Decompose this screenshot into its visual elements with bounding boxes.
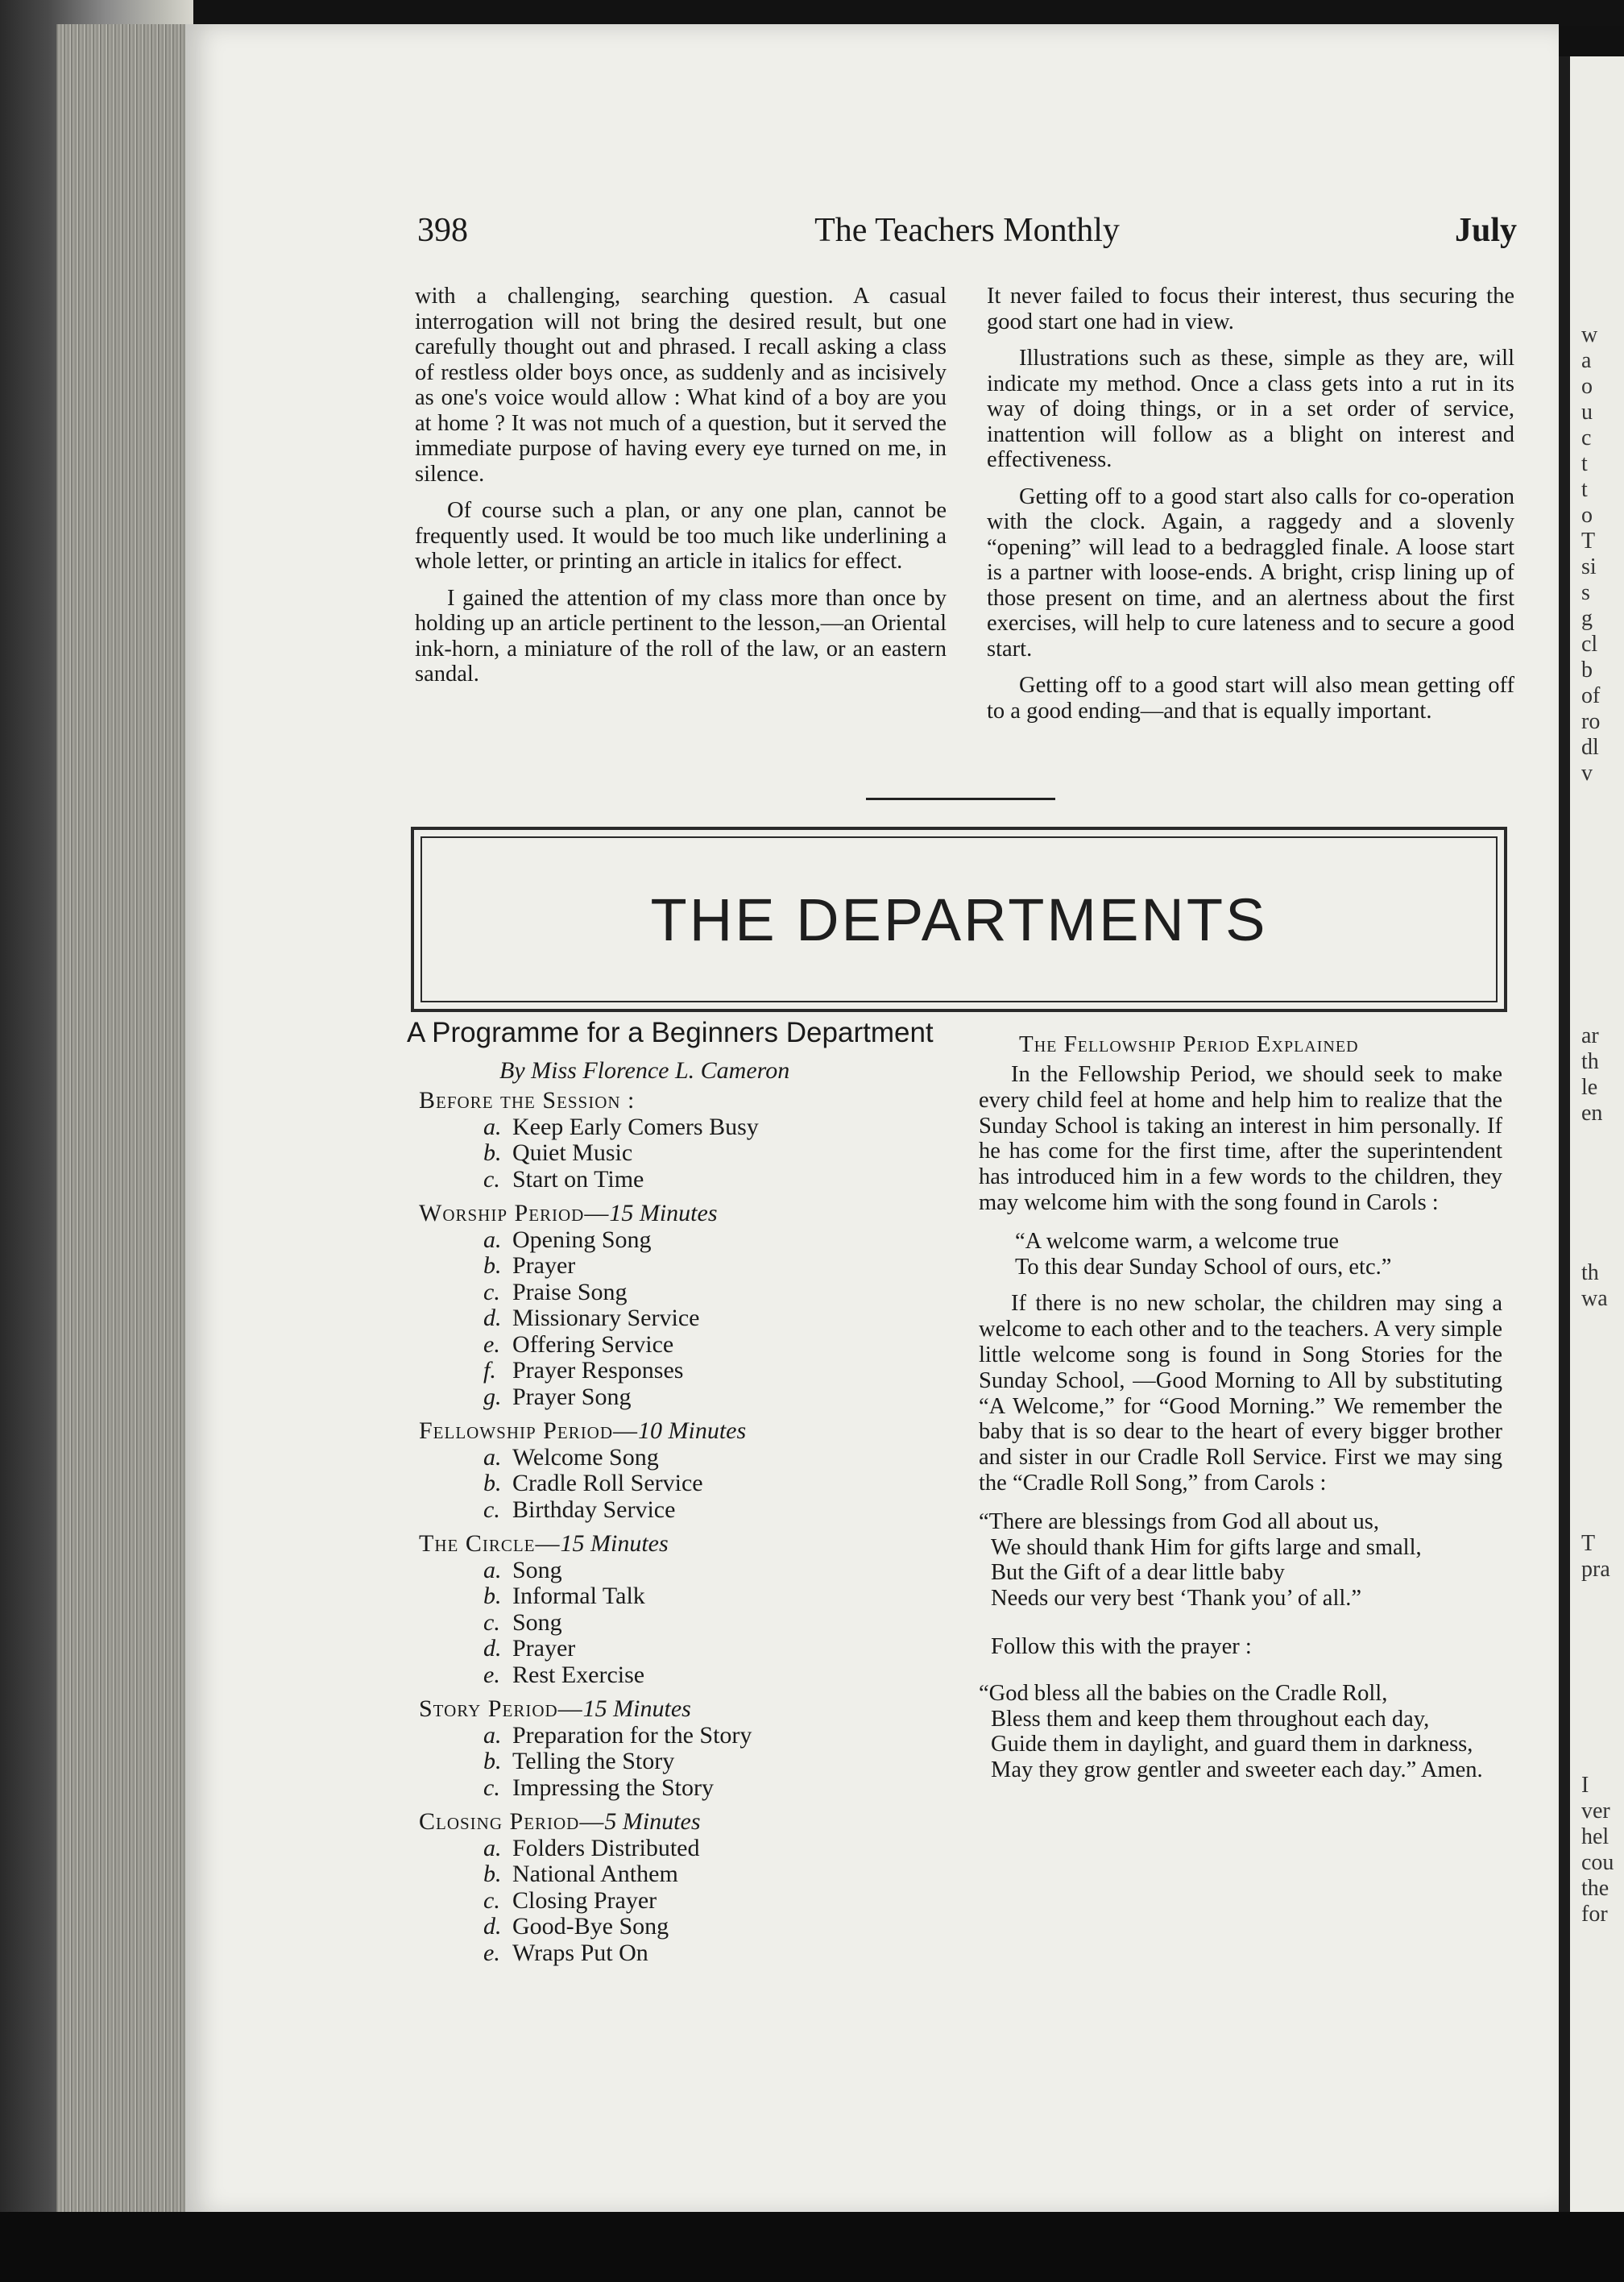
- section-heading: [419, 1531, 894, 1558]
- programme-item: [419, 1497, 894, 1524]
- item-text: Prayer: [512, 1252, 576, 1279]
- item-letter: e.: [483, 1661, 500, 1688]
- prayer-intro: Follow this with the prayer :: [991, 1633, 1252, 1659]
- programme-item: [419, 1836, 894, 1862]
- cradle-roll-prayer: [979, 1681, 1502, 1783]
- verse-line: “A welcome warm, a welcome true: [1015, 1228, 1339, 1254]
- facing-page-fragment: hel: [1581, 1824, 1610, 1849]
- item-letter: c.: [483, 1774, 500, 1801]
- facing-page-fragment: ar: [1581, 1023, 1599, 1048]
- paragraph: Illustrations such as these, simple as they are, will indicate my method. Once a class gets into a rut in its way of doing things, or in a set order of service, inattention will follow as a blight on interest and effectiveness.: [987, 346, 1514, 472]
- facing-page-fragment: the: [1581, 1876, 1610, 1901]
- item-text: Opening Song: [512, 1226, 652, 1253]
- facing-page-fragment: en: [1581, 1101, 1603, 1126]
- item-text: Folders Distributed: [512, 1834, 700, 1861]
- programme-section: [419, 1418, 894, 1523]
- paragraph: Getting off to a good start also calls for co-operation with the clock. Again, a raggedy and a slovenly “opening” will lead to a bedraggled finale. A loose start is a partner with loose-ends. A bright, crisp lining up of those present on time, and an alertness about the first exercises, will help to cure lateness and to secure a good start.: [987, 483, 1514, 662]
- cradle-roll-song: [979, 1509, 1502, 1612]
- section-heading: [419, 1088, 894, 1114]
- item-letter: b.: [483, 1470, 502, 1496]
- item-letter: d.: [483, 1635, 502, 1662]
- item-text: Good-Bye Song: [512, 1913, 669, 1940]
- paragraph: Getting off to a good start will also mean getting off to a good ending—and that is equally important.: [987, 673, 1514, 724]
- section-minutes: 15 Minutes: [609, 1200, 718, 1226]
- section-name: Worship Period—: [419, 1200, 610, 1226]
- facing-page-fragment: g: [1581, 606, 1593, 631]
- facing-page-fragment: th: [1581, 1260, 1599, 1285]
- page-edges: [56, 24, 197, 2224]
- verse-line: “God bless all the babies on the Cradle Roll,: [979, 1680, 1388, 1706]
- programme-item: [419, 1114, 894, 1141]
- section-minutes: 10 Minutes: [638, 1417, 747, 1444]
- programme-item: [419, 1280, 894, 1306]
- scan-top-edge: [193, 0, 1624, 26]
- section-heading: [419, 1418, 894, 1445]
- section-name: Fellowship Period—: [419, 1417, 639, 1444]
- facing-page-fragment: b: [1581, 658, 1593, 683]
- facing-page-fragment: cou: [1581, 1850, 1614, 1875]
- programme-item: [419, 1723, 894, 1749]
- programme-item: [419, 1558, 894, 1584]
- programme-item: [419, 1610, 894, 1637]
- item-letter: a.: [483, 1556, 502, 1583]
- verse-line: “There are blessings from God all about us,: [979, 1508, 1380, 1534]
- programme-item: [419, 1305, 894, 1332]
- facing-page-fragment: s: [1581, 580, 1590, 605]
- item-text: Quiet Music: [512, 1139, 633, 1166]
- item-text: Telling the Story: [512, 1748, 675, 1774]
- verse-line: But the Gift of a dear little baby: [991, 1560, 1285, 1586]
- item-text: Song: [512, 1556, 562, 1583]
- facing-page-fragment: le: [1581, 1075, 1598, 1100]
- programme-section: [419, 1531, 894, 1688]
- item-letter: a.: [483, 1226, 502, 1253]
- item-letter: a.: [483, 1834, 502, 1861]
- item-text: Start on Time: [512, 1165, 644, 1193]
- facing-page-fragment: pra: [1581, 1557, 1610, 1582]
- facing-page-fragment: o: [1581, 503, 1593, 528]
- verse-line: Bless them and keep them throughout each day,: [991, 1706, 1430, 1732]
- item-letter: b.: [483, 1861, 502, 1887]
- item-letter: b.: [483, 1139, 502, 1166]
- section-divider: [866, 798, 1055, 800]
- item-text: Impressing the Story: [512, 1774, 714, 1801]
- section-name: Closing Period—: [419, 1808, 605, 1835]
- item-text: Cradle Roll Service: [512, 1470, 703, 1496]
- departments-banner: [411, 827, 1507, 1012]
- section-minutes: 5 Minutes: [604, 1808, 701, 1835]
- item-text: Prayer: [512, 1635, 576, 1662]
- item-letter: c.: [483, 1165, 500, 1193]
- paragraph: Of course such a plan, or any one plan, cannot be frequently used. It would be too much like underlining a whole letter, or printing an article in italics for effect.: [415, 498, 947, 574]
- verse-line: To this dear Sunday School of ours, etc.”: [1015, 1254, 1392, 1280]
- facing-page-fragment: o: [1581, 374, 1593, 399]
- scan-bottom-edge: [0, 2212, 1624, 2282]
- item-letter: g.: [483, 1383, 502, 1410]
- facing-page-fragment: T: [1581, 529, 1596, 554]
- item-text: Keep Early Comers Busy: [512, 1113, 759, 1140]
- paragraph: In the Fellowship Period, we should seek to make every child feel at home and help him to realize that the Sunday School is taking an interest in him personally. If he has come for the first time, after the superintendent has introduced him in a few words to the children, they may welcome him with the song found in Carols :: [979, 1062, 1502, 1215]
- facing-page-fragment: w: [1581, 322, 1598, 347]
- verse-line: Needs our very best ‘Thank you’ of all.”: [991, 1586, 1362, 1612]
- section-name: The Circle—: [419, 1530, 561, 1557]
- item-text: Prayer Responses: [512, 1357, 684, 1384]
- section-minutes: 15 Minutes: [560, 1530, 669, 1557]
- facing-page-fragment: t: [1581, 477, 1588, 502]
- programme-item: [419, 1914, 894, 1940]
- item-letter: f.: [483, 1357, 496, 1384]
- programme-section: [419, 1088, 894, 1193]
- issue-month: July: [1454, 212, 1517, 249]
- item-letter: a.: [483, 1113, 502, 1140]
- banner-inner-frame: [420, 836, 1498, 1002]
- verse-line: We should thank Him for gifts large and small,: [991, 1534, 1422, 1560]
- programme-item: [419, 1662, 894, 1689]
- item-letter: e.: [483, 1330, 500, 1358]
- programme-item: [419, 1167, 894, 1193]
- item-text: Closing Prayer: [512, 1886, 657, 1914]
- programme-title: A Programme for a Beginners Department: [407, 1017, 934, 1048]
- section-heading: [419, 1696, 894, 1723]
- programme-item: [419, 1940, 894, 1967]
- programme-byline: By Miss Florence L. Cameron: [499, 1057, 790, 1084]
- paragraph: with a challenging, searching question. A casual interrogation will not bring the desired result, but one carefully thought out and phrased. I recall asking a class of restless older boys once, as suddenly and as incisively as one's voice would allow : What kind of a boy are you at home ? It was not much of a question, but it served the immediate purpose of having every eye turned on me, in silence.: [415, 284, 947, 487]
- programme-item: [419, 1749, 894, 1775]
- programme-item: [419, 1861, 894, 1888]
- programme-item: [419, 1775, 894, 1802]
- facing-page-fragment: t: [1581, 451, 1588, 476]
- verse-line: May they grow gentler and sweeter each day.” Amen.: [991, 1757, 1483, 1783]
- facing-page-edge: [1559, 56, 1624, 2216]
- facing-page-fragment: of: [1581, 683, 1601, 708]
- welcome-verse: [979, 1229, 1502, 1280]
- programme-item: [419, 1445, 894, 1471]
- facing-page-fragment: T: [1581, 1531, 1596, 1556]
- item-letter: d.: [483, 1913, 502, 1940]
- facing-page-fragment: ro: [1581, 709, 1601, 734]
- fellowship-heading: The Fellowship Period Explained: [1019, 1031, 1359, 1057]
- programme-section: [419, 1696, 894, 1801]
- item-letter: c.: [483, 1278, 500, 1305]
- item-letter: b.: [483, 1748, 502, 1774]
- item-letter: a.: [483, 1721, 502, 1749]
- facing-page-fragment: a: [1581, 348, 1592, 373]
- item-text: National Anthem: [512, 1861, 678, 1887]
- facing-page-fragment: v: [1581, 761, 1593, 786]
- programme-item: [419, 1471, 894, 1497]
- item-text: Rest Exercise: [512, 1661, 645, 1688]
- item-letter: d.: [483, 1305, 502, 1331]
- item-text: Welcome Song: [512, 1443, 659, 1471]
- item-letter: b.: [483, 1583, 502, 1609]
- item-text: Wraps Put On: [512, 1939, 648, 1966]
- article-right-column: [987, 284, 1514, 735]
- item-text: Missionary Service: [512, 1305, 700, 1331]
- paragraph: I gained the attention of my class more than once by holding up an article pertinent to the lesson,—an Oriental ink-horn, a miniature of the roll of the law, or an eastern sandal.: [415, 585, 947, 687]
- paragraph: If there is no new scholar, the children may sing a welcome to each other and to the teachers. A very simple little welcome song is found in Song Stories for the Sunday School, —Good Morning to All by substituting “A Welcome,” for “Good Morning.” We remember the baby that is so dear to the heart of every bigger brother and sister in our Cradle Roll Service. First we may sing the “Cradle Roll Song,” from Carols :: [979, 1291, 1502, 1496]
- programme-section: [419, 1809, 894, 1966]
- facing-page-fragment: for: [1581, 1902, 1608, 1927]
- item-letter: b.: [483, 1252, 502, 1279]
- section-name: Before the Session :: [419, 1087, 636, 1114]
- section-minutes: 15 Minutes: [582, 1695, 691, 1722]
- programme-item: [419, 1332, 894, 1359]
- section-name: Story Period—: [419, 1695, 583, 1722]
- item-text: Praise Song: [512, 1278, 628, 1305]
- page-number: 398: [417, 212, 468, 249]
- item-text: Birthday Service: [512, 1496, 676, 1523]
- programme-item: [419, 1583, 894, 1610]
- programme-item: [419, 1140, 894, 1167]
- programme-item: [419, 1227, 894, 1254]
- item-letter: e.: [483, 1939, 500, 1966]
- facing-page-fragment: si: [1581, 554, 1597, 579]
- fellowship-column: [979, 1062, 1502, 1794]
- section-heading: [419, 1201, 894, 1227]
- banner-title: THE DEPARTMENTS: [650, 886, 1268, 953]
- item-text: Song: [512, 1608, 562, 1636]
- item-text: Offering Service: [512, 1330, 674, 1358]
- facing-page-fragment: c: [1581, 425, 1592, 450]
- article-left-column: [415, 284, 947, 699]
- publication-title: The Teachers Monthly: [814, 212, 1120, 249]
- item-letter: c.: [483, 1886, 500, 1914]
- programme-outline: [419, 1088, 894, 1974]
- programme-item: [419, 1888, 894, 1915]
- facing-page-fragment: I: [1581, 1773, 1589, 1798]
- facing-page-fragment: cl: [1581, 632, 1598, 657]
- facing-page-fragment: u: [1581, 400, 1593, 425]
- facing-page-fragment: dl: [1581, 735, 1599, 760]
- facing-page-fragment: wa: [1581, 1286, 1608, 1311]
- facing-page-fragment: th: [1581, 1049, 1599, 1074]
- programme-section: [419, 1201, 894, 1410]
- facing-page-fragment: ver: [1581, 1799, 1610, 1824]
- paragraph: It never failed to focus their interest, thus securing the good start one had in view.: [987, 284, 1514, 334]
- item-letter: a.: [483, 1443, 502, 1471]
- programme-item: [419, 1636, 894, 1662]
- item-text: Prayer Song: [512, 1383, 632, 1410]
- programme-item: [419, 1253, 894, 1280]
- item-text: Preparation for the Story: [512, 1721, 752, 1749]
- programme-item: [419, 1384, 894, 1411]
- item-letter: c.: [483, 1496, 500, 1523]
- section-heading: [419, 1809, 894, 1836]
- item-text: Informal Talk: [512, 1583, 645, 1609]
- running-head: [417, 211, 1517, 259]
- item-letter: c.: [483, 1608, 500, 1636]
- verse-line: Guide them in daylight, and guard them in darkness,: [991, 1732, 1473, 1757]
- programme-item: [419, 1358, 894, 1384]
